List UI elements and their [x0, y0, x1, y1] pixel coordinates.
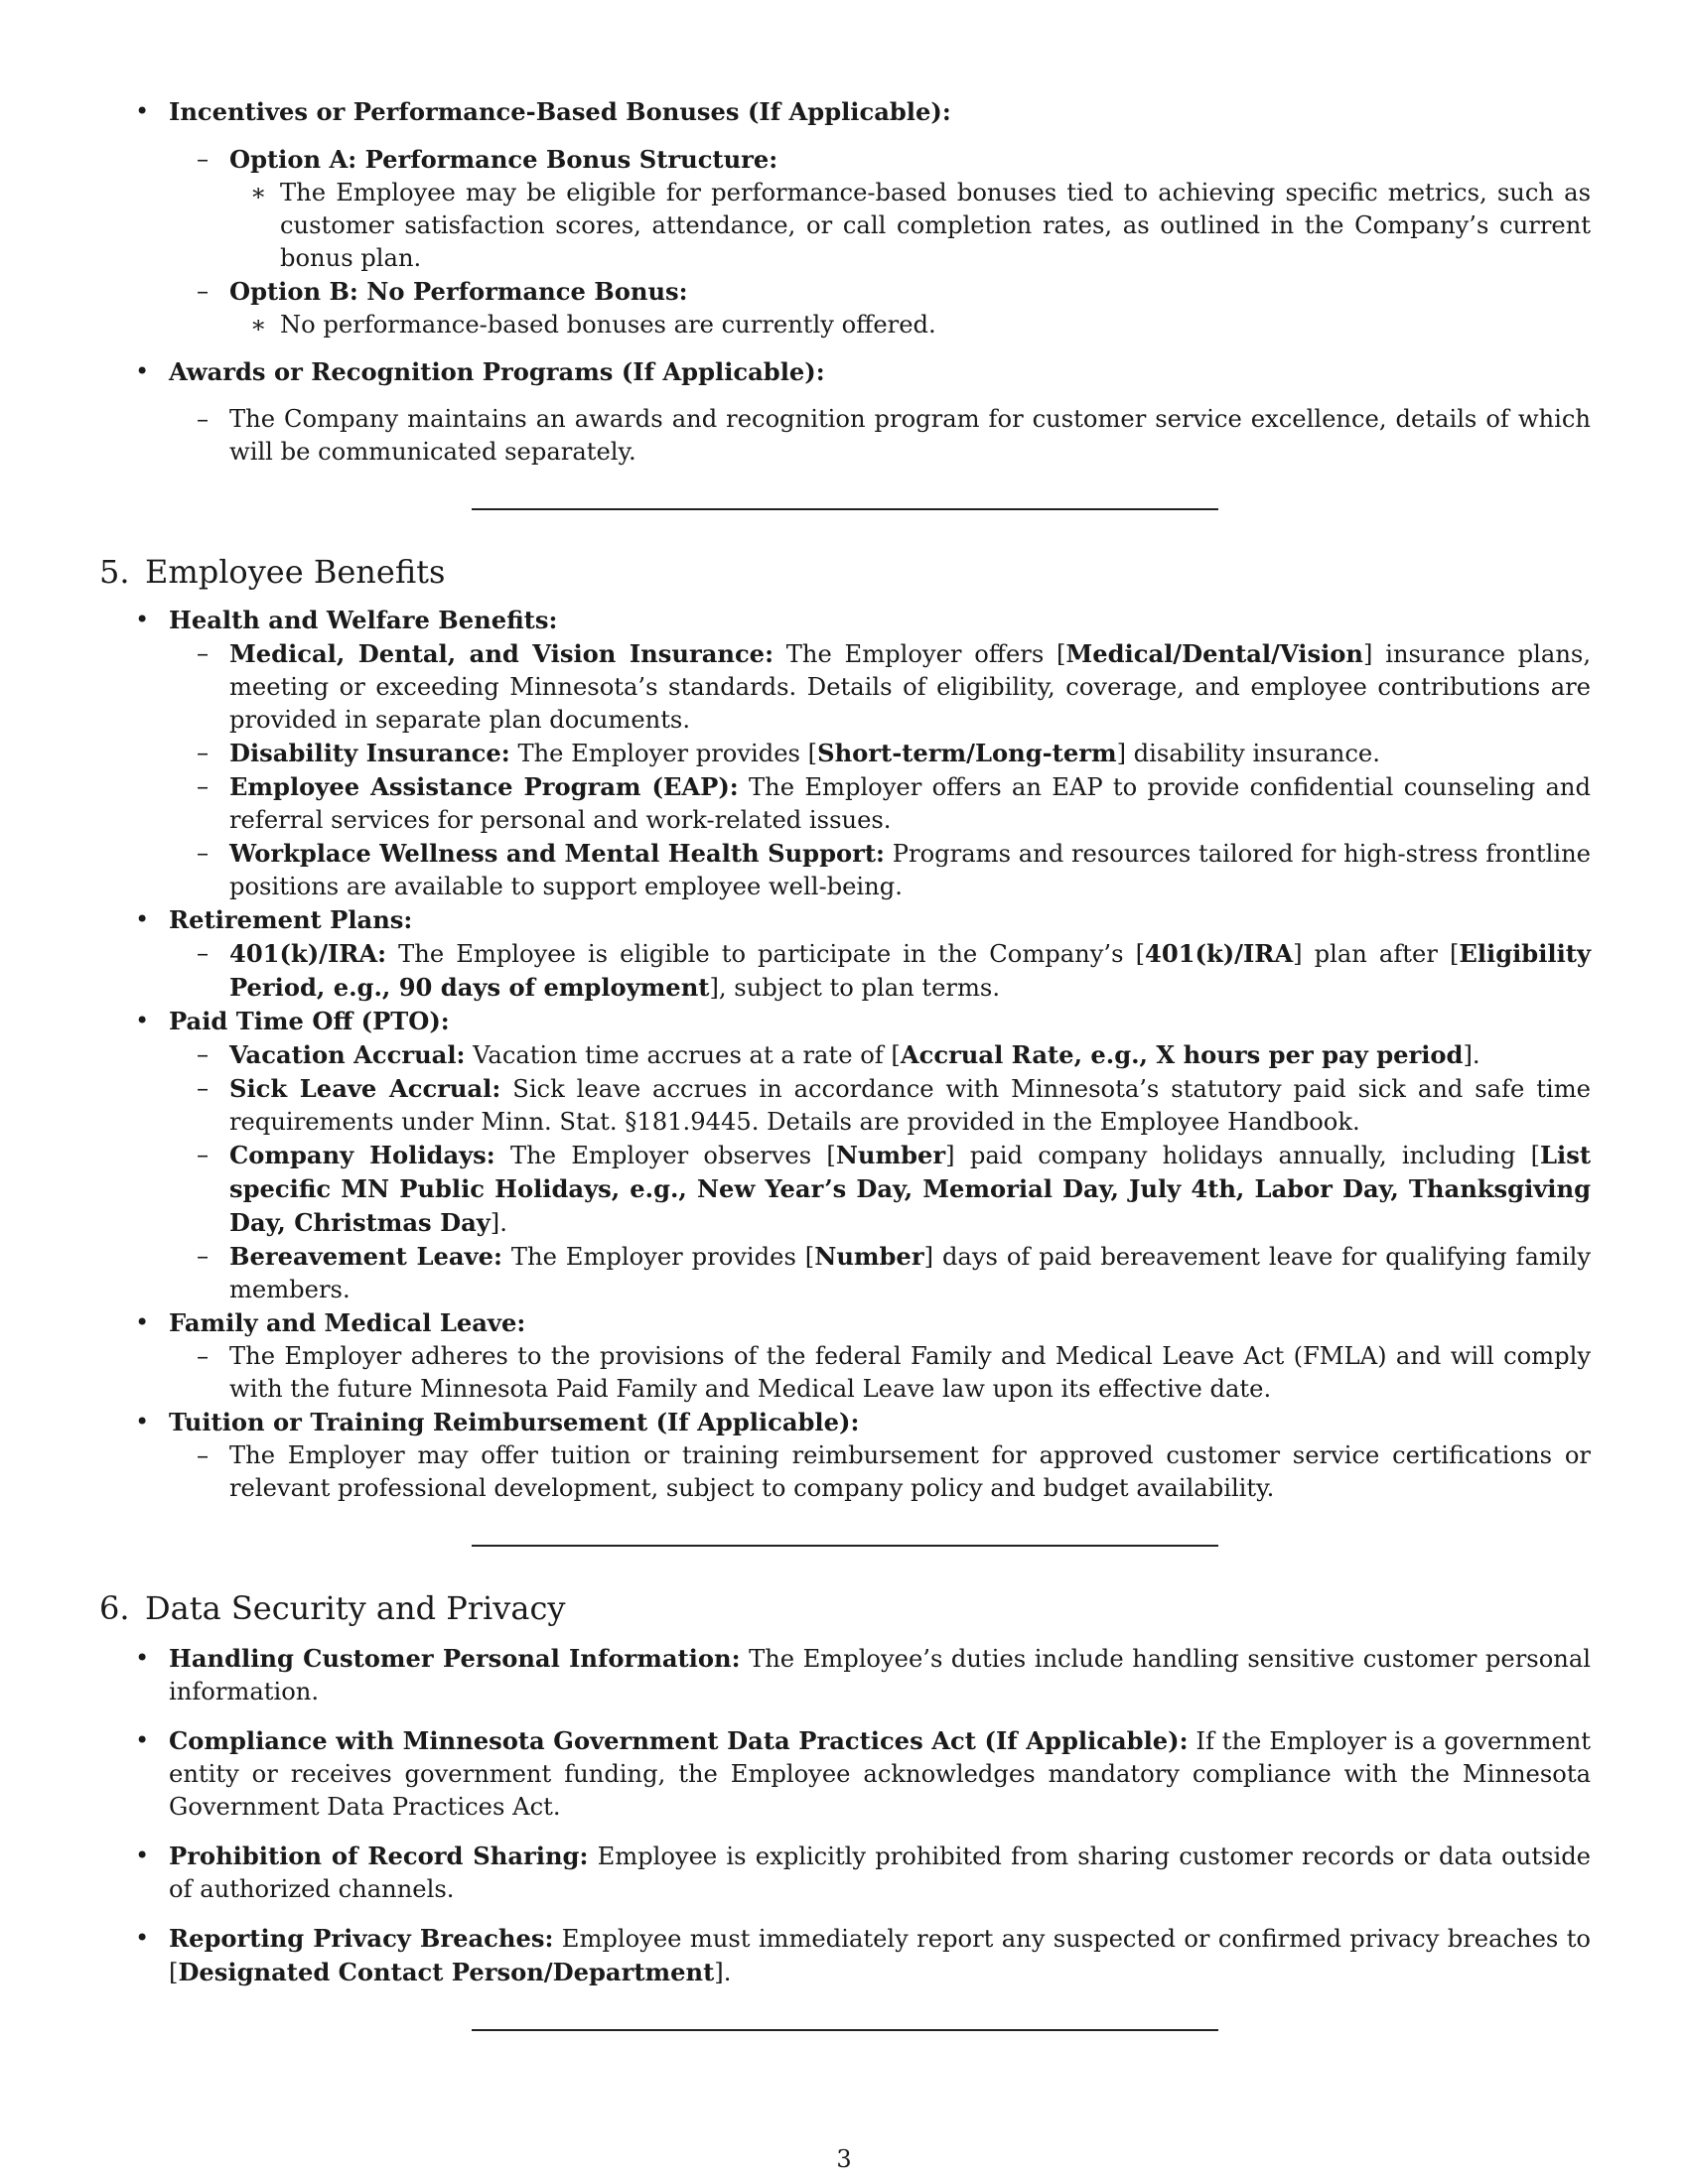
sick-label: Sick Leave Accrual: — [229, 1074, 501, 1103]
bullet-marker: • — [135, 1842, 150, 1869]
compliance-text: If the Employer is a government entity or receives government funding, the Employee acknowledges mandatory compliance with the Minnesota Government Data Practices Act. — [169, 1727, 1591, 1821]
medical-label: Medical, Dental, and Vision Insurance: — [229, 639, 774, 668]
wellness-label: Workplace Wellness and Mental Health Support: — [229, 839, 885, 868]
handling-label: Handling Customer Personal Information: — [169, 1644, 741, 1673]
vacation-item — [99, 1038, 1591, 1072]
medical-placeholder: Medical/Dental/Vision — [1065, 639, 1364, 668]
section-5-heading — [99, 552, 1591, 592]
bullet-marker: • — [135, 1007, 150, 1034]
section-number: 5. — [99, 553, 130, 591]
wellness-item — [99, 837, 1591, 903]
vacation-placeholder: Accrual Rate, e.g., X hours per pay period — [900, 1040, 1464, 1069]
retirement-post: ], subject to plan terms. — [709, 974, 1001, 1002]
bereavement-item — [99, 1240, 1591, 1306]
option-a-detail — [99, 177, 1591, 275]
star-marker: ∗ — [250, 179, 267, 206]
holidays-post: ]. — [490, 1209, 507, 1237]
bereavement-placeholder: Number — [814, 1242, 924, 1271]
dash-marker: – — [197, 1342, 210, 1370]
star-marker: ∗ — [250, 311, 267, 339]
list-item-health — [99, 604, 1591, 637]
disability-pre: The Employer provides [ — [517, 740, 818, 767]
health-title: Health and Welfare Benefits: — [169, 606, 558, 634]
sick-item — [99, 1072, 1591, 1139]
reporting-label: Reporting Privacy Breaches: — [169, 1924, 554, 1953]
retirement-placeholder-period: Eligibility Period, e.g., 90 days of employment — [229, 939, 1591, 1002]
awards-text: The Company maintains an awards and recognition program for customer service excellence, details of which will be communicated separately. — [229, 405, 1591, 466]
bullet-marker: • — [135, 97, 150, 125]
awards-detail — [99, 403, 1591, 469]
holidays-pre: The Employer observes [ — [509, 1142, 836, 1169]
disability-post: ] disability insurance. — [1116, 740, 1380, 767]
bereavement-label: Bereavement Leave: — [229, 1242, 502, 1271]
reporting-pre: Employee must immediately report any suspected or confirmed privacy breaches to [ — [169, 1925, 1591, 1986]
dash-marker: – — [197, 1040, 210, 1068]
dash-marker: – — [197, 145, 210, 173]
section-title: Employee Benefits — [145, 553, 446, 591]
section-title: Data Security and Privacy — [145, 1589, 566, 1627]
dash-marker: – — [197, 739, 210, 766]
tuition-item — [99, 1439, 1591, 1505]
option-a-item — [99, 143, 1591, 177]
list-item-reporting — [99, 1922, 1591, 1989]
vacation-label: Vacation Accrual: — [229, 1040, 466, 1069]
holidays-mid: ] paid company holidays annually, including [ — [945, 1142, 1541, 1169]
option-b-text: No performance-based bonuses are currently offered. — [280, 311, 936, 339]
holidays-label: Company Holidays: — [229, 1141, 495, 1169]
retirement-item — [99, 937, 1591, 1005]
section-divider — [472, 1545, 1218, 1547]
bullet-marker: • — [135, 905, 150, 933]
family-title: Family and Medical Leave: — [169, 1308, 526, 1337]
retirement-placeholder-plan: 401(k)/IRA — [1145, 939, 1294, 968]
dash-marker: – — [197, 939, 210, 967]
bereavement-post: ] days of paid bereavement leave for qualifying family members. — [229, 1243, 1591, 1303]
prohibition-text: Employee is explicitly prohibited from sharing customer records or data outside of authorized channels. — [169, 1843, 1591, 1903]
tuition-text: The Employer may offer tuition or training reimbursement for approved customer service certifications or relevant professional development, subject to company policy and budget availability. — [229, 1441, 1591, 1502]
option-b-detail — [99, 309, 1591, 341]
retirement-pre: The Employee is eligible to participate in the Company’s [ — [398, 940, 1146, 968]
retirement-title: Retirement Plans: — [169, 905, 413, 934]
section-6-heading — [99, 1588, 1591, 1628]
reporting-post: ]. — [714, 1959, 732, 1986]
section-divider — [472, 2029, 1218, 2031]
bullet-marker: • — [135, 357, 150, 385]
tuition-title: Tuition or Training Reimbursement (If Applicable): — [169, 1408, 860, 1436]
page-content — [99, 95, 1591, 2031]
list-item-compliance — [99, 1724, 1591, 1824]
list-item-awards — [99, 355, 1591, 389]
family-text: The Employer adheres to the provisions of the federal Family and Medical Leave Act (FMLA) and will comply with the future Minnesota Paid Family and Medical Leave law upon its effective date. — [229, 1342, 1591, 1403]
holidays-placeholder-list: List specific MN Public Holidays, e.g., New Year’s Day, Memorial Day, July 4th, Labor Day, Thanksgiving Day, Christmas Day — [229, 1141, 1592, 1237]
bullet-marker: • — [135, 606, 150, 633]
pto-title: Paid Time Off (PTO): — [169, 1007, 450, 1035]
list-item-tuition — [99, 1406, 1591, 1439]
medical-pre: The Employer offers [ — [785, 640, 1066, 668]
list-item-pto — [99, 1005, 1591, 1038]
vacation-pre: Vacation time accrues at a rate of [ — [473, 1041, 901, 1069]
bullet-marker: • — [135, 1644, 150, 1672]
option-b-item — [99, 275, 1591, 309]
option-b-title: Option B: No Performance Bonus: — [229, 277, 688, 306]
dash-marker: – — [197, 639, 210, 667]
family-item — [99, 1340, 1591, 1406]
holidays-item — [99, 1139, 1591, 1240]
wellness-text: Programs and resources tailored for high-stress frontline positions are available to support employee well-being. — [229, 840, 1591, 900]
disability-item — [99, 737, 1591, 770]
handling-text: The Employee’s duties include handling sensitive customer personal information. — [169, 1645, 1591, 1706]
retirement-mid: ] plan after [ — [1293, 940, 1460, 968]
sick-text: Sick leave accrues in accordance with Minnesota’s statutory paid sick and safe time requirements under Minn. Stat. §181.9445. Details are provided in the Employee Handbook. — [229, 1075, 1591, 1136]
incentives-title: Incentives or Performance-Based Bonuses (If Applicable): — [169, 97, 951, 126]
prohibition-label: Prohibition of Record Sharing: — [169, 1842, 589, 1870]
retirement-label: 401(k)/IRA: — [229, 939, 387, 968]
list-item-prohibition — [99, 1840, 1591, 1906]
dash-marker: – — [197, 405, 210, 433]
list-item-handling — [99, 1642, 1591, 1708]
option-a-title: Option A: Performance Bonus Structure: — [229, 145, 778, 174]
reporting-placeholder: Designated Contact Person/Department — [178, 1958, 715, 1986]
section-number: 6. — [99, 1589, 130, 1627]
disability-label: Disability Insurance: — [229, 739, 510, 767]
list-item-incentives — [99, 95, 1591, 129]
bullet-marker: • — [135, 1924, 150, 1952]
bullet-marker: • — [135, 1308, 150, 1336]
dash-marker: – — [197, 1242, 210, 1270]
dash-marker: – — [197, 1141, 210, 1168]
medical-post: ] insurance plans, meeting or exceeding Minnesota’s standards. Details of eligibility, coverage, and employee contributions are provided in separate plan documents. — [229, 640, 1592, 734]
eap-item — [99, 770, 1591, 837]
list-item-family-leave — [99, 1306, 1591, 1340]
medical-item — [99, 637, 1591, 737]
awards-title: Awards or Recognition Programs (If Applicable): — [169, 357, 825, 386]
dash-marker: – — [197, 772, 210, 800]
bereavement-pre: The Employer provides [ — [510, 1243, 815, 1271]
dash-marker: – — [197, 1074, 210, 1102]
page-number: 3 — [836, 2145, 852, 2173]
dash-marker: – — [197, 277, 210, 305]
option-a-text: The Employee may be eligible for performance-based bonuses tied to achieving specific metrics, such as customer satisfaction scores, attendance, or call completion rates, as outlined in the Company’s current bonus plan. — [280, 179, 1591, 272]
dash-marker: – — [197, 1441, 210, 1469]
section-divider — [472, 508, 1218, 510]
holidays-placeholder-number: Number — [835, 1141, 946, 1169]
compliance-label: Compliance with Minnesota Government Data Practices Act (If Applicable): — [169, 1726, 1189, 1755]
vacation-post: ]. — [1463, 1041, 1480, 1069]
dash-marker: – — [197, 839, 210, 867]
disability-placeholder: Short-term/Long-term — [817, 739, 1117, 767]
bullet-marker: • — [135, 1408, 150, 1435]
eap-label: Employee Assistance Program (EAP): — [229, 772, 739, 801]
eap-text: The Employer offers an EAP to provide confidential counseling and referral services for personal and work-related issues. — [229, 773, 1591, 834]
list-item-retirement — [99, 903, 1591, 937]
bullet-marker: • — [135, 1726, 150, 1754]
